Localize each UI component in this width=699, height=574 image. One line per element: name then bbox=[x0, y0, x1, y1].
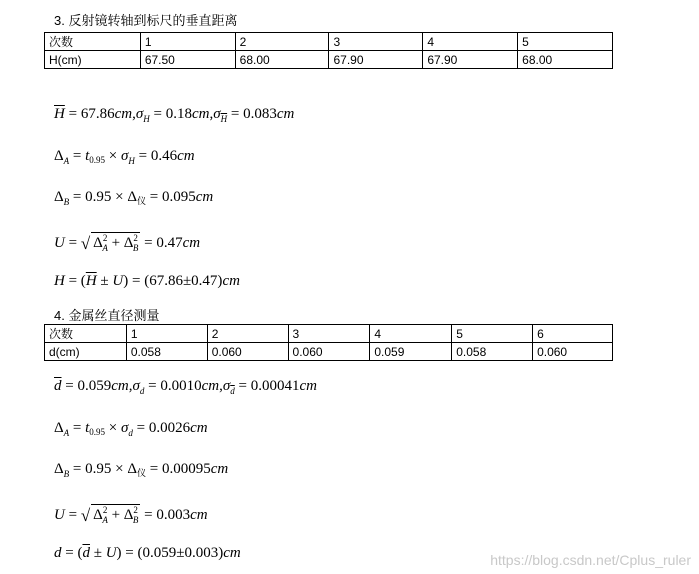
table-header-row bbox=[45, 33, 613, 51]
table-cell: 3 bbox=[329, 33, 423, 51]
table-cell: 次数 bbox=[45, 325, 127, 343]
table-cell: 0.060 bbox=[533, 343, 613, 361]
table-cell: 5 bbox=[452, 325, 533, 343]
table-cell: 0.060 bbox=[288, 343, 370, 361]
table-cell: 67.50 bbox=[140, 51, 235, 69]
equation-result: $d = (\overline{d} \pm U) = (0.059\pm 0.003)cm$ bbox=[54, 545, 241, 561]
table-cell: 68.00 bbox=[235, 51, 329, 69]
table-cell: 6 bbox=[533, 325, 613, 343]
table-cell: 68.00 bbox=[518, 51, 613, 69]
table-cell: 2 bbox=[207, 325, 288, 343]
table-row bbox=[45, 343, 613, 361]
table-cell: d(cm) bbox=[45, 343, 127, 361]
table-cell: H(cm) bbox=[45, 51, 141, 69]
equation-delta-a: $\Delta_A = t_{0.95} \times \sigma_d = 0.0026cm$ bbox=[54, 420, 208, 438]
equation-delta-b: $\Delta_B = 0.95 \times \Delta_仪 = 0.095cm$ bbox=[54, 189, 214, 207]
table-cell: 0.058 bbox=[126, 343, 207, 361]
table-row bbox=[45, 51, 613, 69]
table-cell: 3 bbox=[288, 325, 370, 343]
table-cell: 0.059 bbox=[370, 343, 452, 361]
equation-delta-b: $\Delta_B = 0.95 \times \Delta_仪 = 0.00095cm$ bbox=[54, 461, 229, 479]
table-cell: 次数 bbox=[45, 33, 141, 51]
section-3-heading: 3. 反射镜转轴到标尺的垂直距离 bbox=[54, 13, 238, 28]
equation-mean-h: $\overline{H} = 67.86cm,\sigma_H = 0.18cm,\sigma_{\overline{H}} = 0.083cm$ bbox=[54, 106, 295, 124]
equation-mean-d: $\overline{d} = 0.059cm,\sigma_d = 0.0010cm,\sigma_{\overline{d}} = 0.00041cm$ bbox=[54, 378, 317, 396]
equation-delta-a: $\Delta_A = t_{0.95} \times \sigma_H = 0.46cm$ bbox=[54, 148, 195, 166]
section-4-table bbox=[44, 324, 613, 361]
section-3-table bbox=[44, 32, 613, 69]
equation-result: $H = (\overline{H} \pm U) = (67.86\pm 0.47)cm$ bbox=[54, 273, 240, 289]
section-4-heading: 4. 金属丝直径测量 bbox=[54, 308, 160, 323]
table-cell: 4 bbox=[370, 325, 452, 343]
watermark: https://blog.csdn.net/Cplus_ruler bbox=[490, 552, 691, 568]
table-header-row bbox=[45, 325, 613, 343]
table-cell: 67.90 bbox=[423, 51, 518, 69]
table-cell: 67.90 bbox=[329, 51, 423, 69]
table-cell: 2 bbox=[235, 33, 329, 51]
table-cell: 0.060 bbox=[207, 343, 288, 361]
equation-uncertainty: U = √ $\Delta^2_A + \Delta^2_B = 0.47cm$ bbox=[54, 233, 201, 253]
table-cell: 1 bbox=[140, 33, 235, 51]
table-cell: 5 bbox=[518, 33, 613, 51]
table-cell: 4 bbox=[423, 33, 518, 51]
table-cell: 1 bbox=[126, 325, 207, 343]
equation-uncertainty: U = √ $\Delta^2_A + \Delta^2_B = 0.003cm$ bbox=[54, 505, 208, 525]
table-cell: 0.058 bbox=[452, 343, 533, 361]
